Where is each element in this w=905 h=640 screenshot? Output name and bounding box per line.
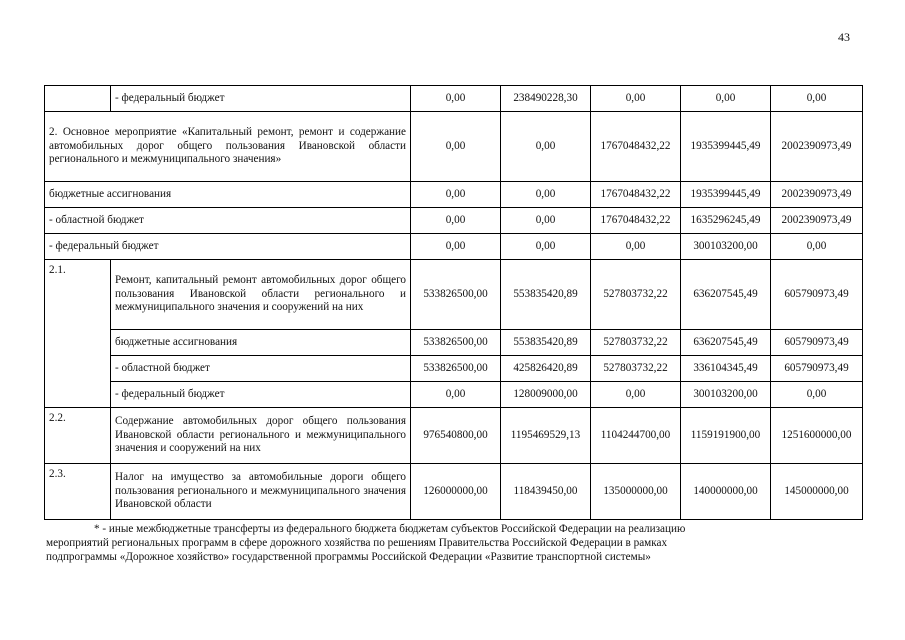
value-cell: 527803732,22: [591, 356, 681, 382]
value-cell: 1935399445,49: [681, 182, 771, 208]
value-cell: 1195469529,13: [501, 408, 591, 464]
value-cell: 126000000,00: [411, 464, 501, 520]
value-cell: 636207545,49: [681, 260, 771, 330]
value-cell: 0,00: [501, 234, 591, 260]
row-label: Налог на имущество за автомобильные дороги общего пользования регионального и межмуниципального значения Ивановской области: [111, 464, 411, 520]
value-cell: 605790973,49: [771, 330, 863, 356]
row-label: - федеральный бюджет: [111, 86, 411, 112]
row-label: бюджетные ассигнования: [45, 182, 411, 208]
value-cell: 553835420,89: [501, 330, 591, 356]
value-cell: 527803732,22: [591, 330, 681, 356]
value-cell: 636207545,49: [681, 330, 771, 356]
row-label: - областной бюджет: [45, 208, 411, 234]
table-row: [45, 208, 863, 234]
value-cell: 0,00: [411, 208, 501, 234]
footnote-line: * - иные межбюджетные трансферты из федерального бюджета бюджетам субъектов Российской Федерации на реализацию: [94, 523, 686, 535]
row-code: 2.1.: [45, 260, 111, 408]
value-cell: 118439450,00: [501, 464, 591, 520]
row-label: 2. Основное мероприятие «Капитальный ремонт, ремонт и содержание автомобильных дорог общего пользования Ивановской области регионального и межмуниципального значения»: [45, 112, 411, 182]
value-cell: 0,00: [501, 182, 591, 208]
value-cell: 1767048432,22: [591, 112, 681, 182]
value-cell: 0,00: [771, 86, 863, 112]
value-cell: 425826420,89: [501, 356, 591, 382]
row-label: Содержание автомобильных дорог общего пользования Ивановской области регионального и межмуниципального значения и сооружений на них: [111, 408, 411, 464]
row-label: Ремонт, капитальный ремонт автомобильных дорог общего пользования Ивановской области регионального и межмуниципального значения и сооружений на них: [111, 260, 411, 330]
table-row: [45, 464, 863, 520]
value-cell: 1251600000,00: [771, 408, 863, 464]
value-cell: 0,00: [591, 382, 681, 408]
value-cell: 0,00: [501, 112, 591, 182]
footnote: [46, 522, 862, 564]
table-row: [45, 408, 863, 464]
value-cell: 1935399445,49: [681, 112, 771, 182]
table-row: [45, 112, 863, 182]
value-cell: 2002390973,49: [771, 208, 863, 234]
value-cell: 533826500,00: [411, 260, 501, 330]
value-cell: 0,00: [591, 234, 681, 260]
footnote-line: мероприятий региональных программ в сфере дорожного хозяйства по решениям Правительства Российской Федерации в рамках: [46, 537, 668, 549]
value-cell: 553835420,89: [501, 260, 591, 330]
value-cell: 336104345,49: [681, 356, 771, 382]
value-cell: 0,00: [771, 234, 863, 260]
value-cell: 300103200,00: [681, 234, 771, 260]
value-cell: 135000000,00: [591, 464, 681, 520]
table-row: [45, 182, 863, 208]
value-cell: 0,00: [501, 208, 591, 234]
value-cell: 0,00: [591, 86, 681, 112]
value-cell: 2002390973,49: [771, 182, 863, 208]
value-cell: 0,00: [771, 382, 863, 408]
value-cell: 0,00: [411, 234, 501, 260]
table-row: [45, 382, 863, 408]
value-cell: 527803732,22: [591, 260, 681, 330]
value-cell: 1104244700,00: [591, 408, 681, 464]
value-cell: 1767048432,22: [591, 208, 681, 234]
value-cell: 0,00: [681, 86, 771, 112]
table-row: [45, 330, 863, 356]
value-cell: 128009000,00: [501, 382, 591, 408]
value-cell: 1635296245,49: [681, 208, 771, 234]
value-cell: 533826500,00: [411, 330, 501, 356]
page-number: 43: [838, 30, 850, 44]
footnote-line: подпрограммы «Дорожное хозяйство» государственной программы Российской Федерации «Развитие транспортной системы»: [46, 551, 651, 563]
value-cell: 238490228,30: [501, 86, 591, 112]
value-cell: 605790973,49: [771, 260, 863, 330]
budget-table: [44, 85, 863, 520]
value-cell: 0,00: [411, 86, 501, 112]
value-cell: 0,00: [411, 382, 501, 408]
value-cell: 1767048432,22: [591, 182, 681, 208]
value-cell: 2002390973,49: [771, 112, 863, 182]
row-label: - федеральный бюджет: [111, 382, 411, 408]
value-cell: 0,00: [411, 112, 501, 182]
row-code: 2.3.: [45, 464, 111, 520]
value-cell: 140000000,00: [681, 464, 771, 520]
code-cell: [45, 86, 111, 112]
table-row: [45, 260, 863, 330]
value-cell: 300103200,00: [681, 382, 771, 408]
table-row: [45, 234, 863, 260]
row-label: - федеральный бюджет: [45, 234, 411, 260]
value-cell: 533826500,00: [411, 356, 501, 382]
row-label: бюджетные ассигнования: [111, 330, 411, 356]
value-cell: 0,00: [411, 182, 501, 208]
value-cell: 605790973,49: [771, 356, 863, 382]
value-cell: 145000000,00: [771, 464, 863, 520]
row-code: 2.2.: [45, 408, 111, 464]
table-row: [45, 356, 863, 382]
value-cell: 1159191900,00: [681, 408, 771, 464]
row-label: - областной бюджет: [111, 356, 411, 382]
value-cell: 976540800,00: [411, 408, 501, 464]
table-row: [45, 86, 863, 112]
